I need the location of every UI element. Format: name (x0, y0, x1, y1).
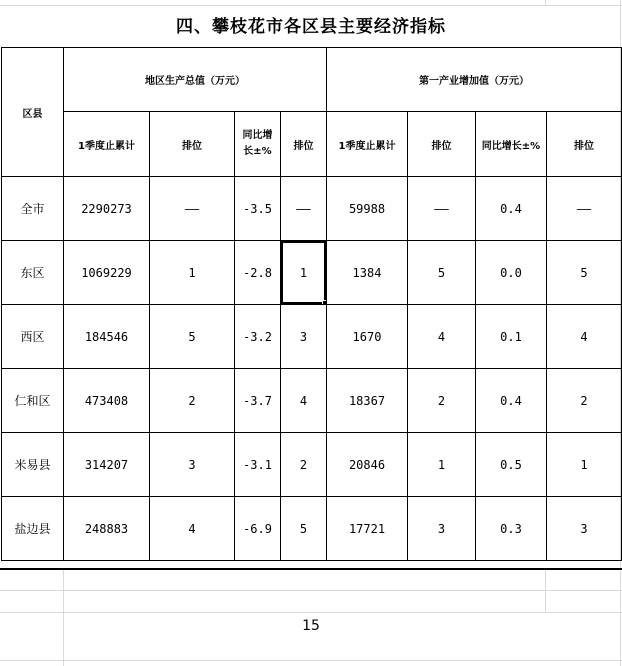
header-gdp-group: 地区生产总值（万元） (64, 48, 327, 112)
table-row (2, 241, 622, 305)
cell-primary[interactable]: 1670 (327, 305, 408, 369)
cell-selection-border (281, 241, 326, 304)
cell-primary-yoy-rank[interactable]: 1 (547, 433, 622, 497)
cell-primary-yoy[interactable]: 0.3 (476, 497, 547, 561)
cell-primary-yoy[interactable]: 0.4 (476, 369, 547, 433)
table-row (2, 369, 622, 433)
cell-gdp-yoy-rank[interactable]: —— (281, 177, 327, 241)
cell-primary-yoy-rank[interactable]: —— (547, 177, 622, 241)
fill-handle[interactable] (322, 300, 327, 305)
cell-primary-rank[interactable]: 4 (408, 305, 476, 369)
cell-gdp-yoy[interactable]: -6.9 (235, 497, 281, 561)
cell-gdp-rank[interactable]: 3 (150, 433, 235, 497)
header-row-2 (2, 112, 622, 177)
cell-gdp-yoy[interactable]: -3.7 (235, 369, 281, 433)
header-primary-yoy: 同比增长±% (476, 112, 547, 177)
header-gdp-yoy: 同比增长±% (235, 112, 281, 177)
cell-gdp-yoy-rank[interactable]: 4 (281, 369, 327, 433)
cell-gdp-yoy[interactable]: -3.2 (235, 305, 281, 369)
cell-primary-rank[interactable]: —— (408, 177, 476, 241)
cell-gdp-yoy-rank[interactable]: 5 (281, 497, 327, 561)
cell-primary-rank[interactable]: 5 (408, 241, 476, 305)
cell-region[interactable]: 全市 (2, 177, 64, 241)
cell-gdp-yoy[interactable]: -3.5 (235, 177, 281, 241)
cell-gdp[interactable]: 184546 (64, 305, 150, 369)
cell-region[interactable]: 盐边县 (2, 497, 64, 561)
cell-primary-yoy[interactable]: 0.0 (476, 241, 547, 305)
header-primary-yoy-rank: 排位 (547, 112, 622, 177)
header-region: 区县 (2, 48, 64, 177)
cell-gdp[interactable]: 314207 (64, 433, 150, 497)
cell-primary-yoy[interactable]: 0.5 (476, 433, 547, 497)
table-bottom-rule (0, 568, 622, 570)
cell-region[interactable]: 西区 (2, 305, 64, 369)
cell-primary[interactable]: 1384 (327, 241, 408, 305)
cell-primary-rank[interactable]: 3 (408, 497, 476, 561)
cell-gdp[interactable]: 2290273 (64, 177, 150, 241)
cell-gdp[interactable]: 248883 (64, 497, 150, 561)
economic-indicators-table (1, 47, 622, 561)
table-row (2, 177, 622, 241)
header-gdp-ytd: 1季度止累计 (64, 112, 150, 177)
cell-gdp-rank[interactable]: —— (150, 177, 235, 241)
table-row (2, 433, 622, 497)
cell-gdp[interactable]: 1069229 (64, 241, 150, 305)
header-row-1 (2, 48, 622, 112)
cell-gdp-yoy[interactable]: -2.8 (235, 241, 281, 305)
cell-primary-yoy[interactable]: 0.1 (476, 305, 547, 369)
cell-gdp-yoy-rank[interactable]: 3 (281, 305, 327, 369)
cell-gdp-rank[interactable]: 2 (150, 369, 235, 433)
cell-gdp-rank[interactable]: 5 (150, 305, 235, 369)
cell-gdp-rank[interactable]: 4 (150, 497, 235, 561)
cell-primary-yoy-rank[interactable]: 3 (547, 497, 622, 561)
cell-primary[interactable]: 20846 (327, 433, 408, 497)
cell-primary-yoy-rank[interactable]: 4 (547, 305, 622, 369)
cell-region[interactable]: 仁和区 (2, 369, 64, 433)
cell-primary[interactable]: 59988 (327, 177, 408, 241)
header-gdp-rank: 排位 (150, 112, 235, 177)
cell-primary-yoy[interactable]: 0.4 (476, 177, 547, 241)
cell-gdp[interactable]: 473408 (64, 369, 150, 433)
cell-gdp-yoy-rank: 1 (299, 265, 308, 280)
cell-gdp-rank[interactable]: 1 (150, 241, 235, 305)
table-row (2, 305, 622, 369)
cell-primary[interactable]: 18367 (327, 369, 408, 433)
table-row (2, 497, 622, 561)
header-gdp-yoy-rank: 排位 (281, 112, 327, 177)
cell-primary[interactable]: 17721 (327, 497, 408, 561)
header-primary-rank: 排位 (408, 112, 476, 177)
cell-region[interactable]: 米易县 (2, 433, 64, 497)
cell-region[interactable]: 东区 (2, 241, 64, 305)
cell-primary-yoy-rank[interactable]: 5 (547, 241, 622, 305)
cell-gdp-yoy-rank[interactable]: 2 (281, 433, 327, 497)
header-primary-group: 第一产业增加值（万元） (327, 48, 622, 112)
cell-primary-rank[interactable]: 2 (408, 369, 476, 433)
cell-primary-yoy-rank[interactable]: 2 (547, 369, 622, 433)
selected-cell[interactable] (281, 241, 327, 305)
table-title: 四、攀枝花市各区县主要经济指标 (176, 17, 446, 37)
page-number: 15 (302, 618, 320, 634)
cell-gdp-yoy[interactable]: -3.1 (235, 433, 281, 497)
cell-primary-rank[interactable]: 1 (408, 433, 476, 497)
header-primary-ytd: 1季度止累计 (327, 112, 408, 177)
